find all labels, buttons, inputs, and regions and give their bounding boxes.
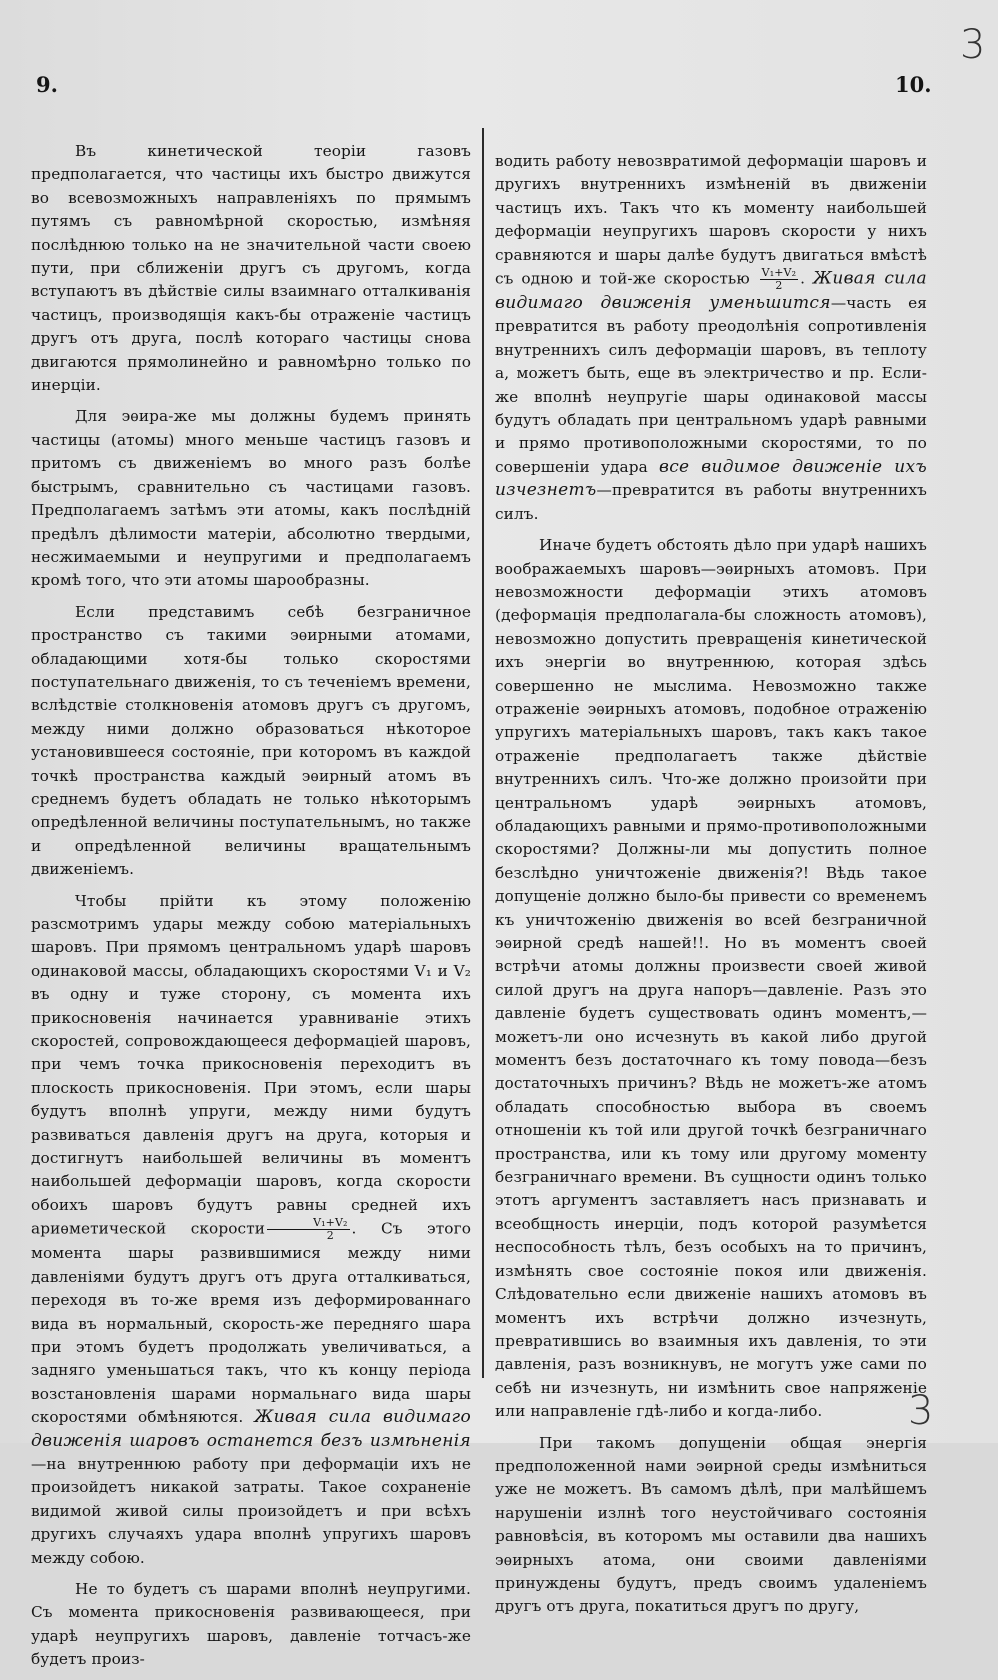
fraction-numerator: V₁+V₂ (267, 1217, 349, 1230)
left-p4-text-d: —на внутреннюю работу при деформаціи ихъ не произойдетъ никакой затраты. Такое сохраненіе видимой живой силы произойдетъ и при всѣхъ другихъ случаяхъ удара вполнѣ упругихъ шаровъ между собою. (31, 1454, 471, 1567)
right-paragraph-1 (495, 150, 927, 526)
right-p1-text-d: —часть ея превратится въ работу преодолѣнія сопротивленія внутреннихъ силъ деформаціи шаровъ, въ теплоту а, можетъ быть, еще въ электричество и пр. Если-же вполнѣ неупругіе шары одинаковой массы будутъ обладать при центральномъ ударѣ равными и прямо противоположными скоростями, то по совершеніи удара (495, 294, 927, 476)
handwritten-mark-top: 3 (960, 22, 986, 68)
right-p1-italic-2: все видимое движеніе ихъ изчезнетъ (495, 456, 927, 501)
right-column (495, 150, 927, 1627)
left-column (31, 140, 471, 1680)
left-p4-text-b: . Съ этого момента шары развившимися между ними давленіями будутъ другъ отъ друга отталкиваться, переходя въ то-же время изъ деформированнаго вида въ нормальный, скорость-же передняго шара при этомъ будетъ продолжать увеличиваться, а задняго уменьшаться такъ, что къ концу періода возстановленія шарами нормальнаго вида шары скоростями обмѣняются. (31, 1219, 471, 1427)
handwritten-mark-bottom: 3 (908, 1388, 934, 1434)
right-paragraph-3: При такомъ допущеніи общая энергія предположенной нами эѳирной среды измѣниться уже не можетъ. Въ самомъ дѣлѣ, при малѣйшемъ нарушеніи излнѣ того неустойчиваго состоянія равновѣсія, въ которомъ мы оставили два нашихъ эѳирныхъ атома, они своими давленіями принуждены будутъ, предъ своимъ удаленіемъ другъ отъ друга, покатиться другъ по другу, (495, 1433, 927, 1616)
fraction-common-velocity (760, 267, 798, 292)
fraction-numerator: V₁+V₂ (761, 266, 797, 280)
left-paragraph-3: Если представимъ себѣ безграничное пространство съ такими эѳирными атомами, обладающими хотя-бы только скоростями поступательнаго движенія, то съ теченіемъ времени, вслѣдствіе столкновенія атомовъ другъ съ другомъ, между ними должно образоваться нѣкоторое установившееся состояніе, при которомъ въ каждой точкѣ пространства каждый эѳирный атомъ въ среднемъ будетъ обладать не только нѣкоторымъ опредѣленной величины поступательнымъ, но также и опредѣленной величины вращательнымъ движеніемъ. (31, 602, 471, 879)
fraction-mean-velocity (267, 1217, 349, 1242)
fraction-denominator: 2 (775, 279, 783, 293)
right-paragraph-2: Иначе будетъ обстоять дѣло при ударѣ нашихъ воображаемыхъ шаровъ—эѳирныхъ атомовъ. При невозможности деформаціи этихъ атомовъ (деформація предполагала-бы сложность атомовъ), невозможно допустить превращенія кинетической ихъ энергіи во внутреннюю, которая здѣсь совершенно не мыслима. Невозможно также отраженіе эѳирныхъ атомовъ, подобное отраженію упругихъ матеріальныхъ шаровъ, такъ какъ такое отраженіе предполагаетъ также дѣйствіе внутреннихъ силъ. Что-же должно произойти при центральномъ ударѣ эѳирныхъ атомовъ, обладающихъ равными и прямо-противоположными скоростями? Должны-ли мы допустить полное безслѣдно уничтоженіе движенія?! Вѣдь такое допущеніе должно было-бы привести со временемъ къ уничтоженію движенія во всей безграничной эѳирной средѣ нашей!!. Но въ моментъ своей встрѣчи атомы должны произвести своей живой силой другъ на друга напоръ—давленіе. Разъ это давленіе будетъ существовать одинъ моментъ,—можетъ-ли оно исчезнуть въ какой либо другой моментъ безъ достаточнаго къ тому повода—безъ достаточныхъ причинъ? Вѣдь не можетъ-же атомъ обладать способностью выбора въ своемъ отношеніи къ той или другой точкѣ безграничнаго пространства, или къ тому или другому моменту безграничнаго времени. Въ сущности одинъ только этотъ аргументъ заставляетъ насъ признавать и всеобщность инерціи, подъ которой разумѣется неспособность тѣлъ, безъ особыхъ на то причинъ, измѣнять свое состояніе покоя или движенія. Слѣдовательно если движеніе нашихъ атомовъ въ моментъ ихъ встрѣчи должно изчезнуть, превратившись во взаимныя ихъ давленія, то эти давленія, разъ возникнувъ, не могутъ уже сами по себѣ ни изчезнуть, ни измѣнить свое напряженіе или направленіе гдѣ-либо и когда-либо. (495, 536, 927, 1421)
column-divider (482, 128, 484, 1378)
fraction-denominator: 2 (326, 1229, 334, 1243)
right-p1-text-a: водить работу невозвратимой деформаціи шаровъ и другихъ внутреннихъ измѣненій въ движеніи частицъ ихъ. Такъ что къ моменту наибольшей деформаціи неупругихъ шаровъ скорости у нихъ сравняются и шары далѣе будутъ двигаться вмѣстѣ съ одною и той-же скоростью (495, 152, 927, 288)
left-p4-text-a: Чтобы прійти къ этому положенію разсмотримъ удары между собою матеріальныхъ шаровъ. При прямомъ центральномъ ударѣ шаровъ одинаковой массы, обладающихъ скоростями V₁ и V₂ въ одну и туже сторону, съ момента ихъ прикосновенія начинается уравниваніе этихъ скоростей, сопровождающееся деформаціей шаровъ, при чемъ точка прикосновенія переходитъ въ плоскость прикосновенія. При этомъ, если шары будутъ вполнѣ упруги, между ними будутъ развиваться давленія другъ на друга, которыя и достигнутъ наибольшей величины въ моментъ наибольшей деформаціи шаровъ, когда скорости обоихъ шаровъ будутъ равны средней ихъ ариѳметической скорости (31, 891, 471, 1238)
left-paragraph-5: Не то будетъ съ шарами вполнѣ неупругими. Съ момента прикосновенія развивающееся, при ударѣ неупругихъ шаровъ, давленіе тотчасъ-же будетъ произ- (31, 1579, 471, 1669)
left-paragraph-4 (31, 890, 471, 1570)
right-p1-text-b: . (800, 269, 813, 288)
right-p1-italic-1: Живая сила видимаго движенія уменьшится (495, 268, 927, 314)
page-number-right: 10. (895, 72, 932, 97)
left-paragraph-2: Для эѳира-же мы должны будемъ принять частицы (атомы) много меньше частицъ газовъ и притомъ съ движеніемъ во много разъ болѣе быстрымъ, сравнительно съ частицами газовъ. Предполагаемъ затѣмъ эти атомы, какъ послѣдній предѣлъ дѣлимости матеріи, абсолютно твердыми, несжимаемыми и неупругими и предполагаемъ кромѣ того, что эти атомы шарообразны. (31, 407, 471, 590)
left-p4-italic: Живая сила видимаго движенія шаровъ останется безъ измѣненія (31, 1407, 471, 1451)
right-p1-text-f: —превратится въ работы внутреннихъ силъ. (495, 481, 927, 523)
page-number-left: 9. (36, 72, 58, 97)
left-paragraph-1: Въ кинетической теоріи газовъ предполагается, что частицы ихъ быстро движутся во всевозможныхъ направленіяхъ по прямымъ путямъ съ равномѣрной скоростью, измѣняя послѣднюю только на не значительной части своею пути, при сближеніи другъ съ другомъ, когда вступаютъ въ дѣйствіе силы взаимнаго отталкиванія частицъ, производящія какъ-бы отраженіе частицъ другъ отъ друга, послѣ котораго частицы снова двигаются прямолинейно и равномѣрно только по инерціи. (31, 142, 471, 395)
